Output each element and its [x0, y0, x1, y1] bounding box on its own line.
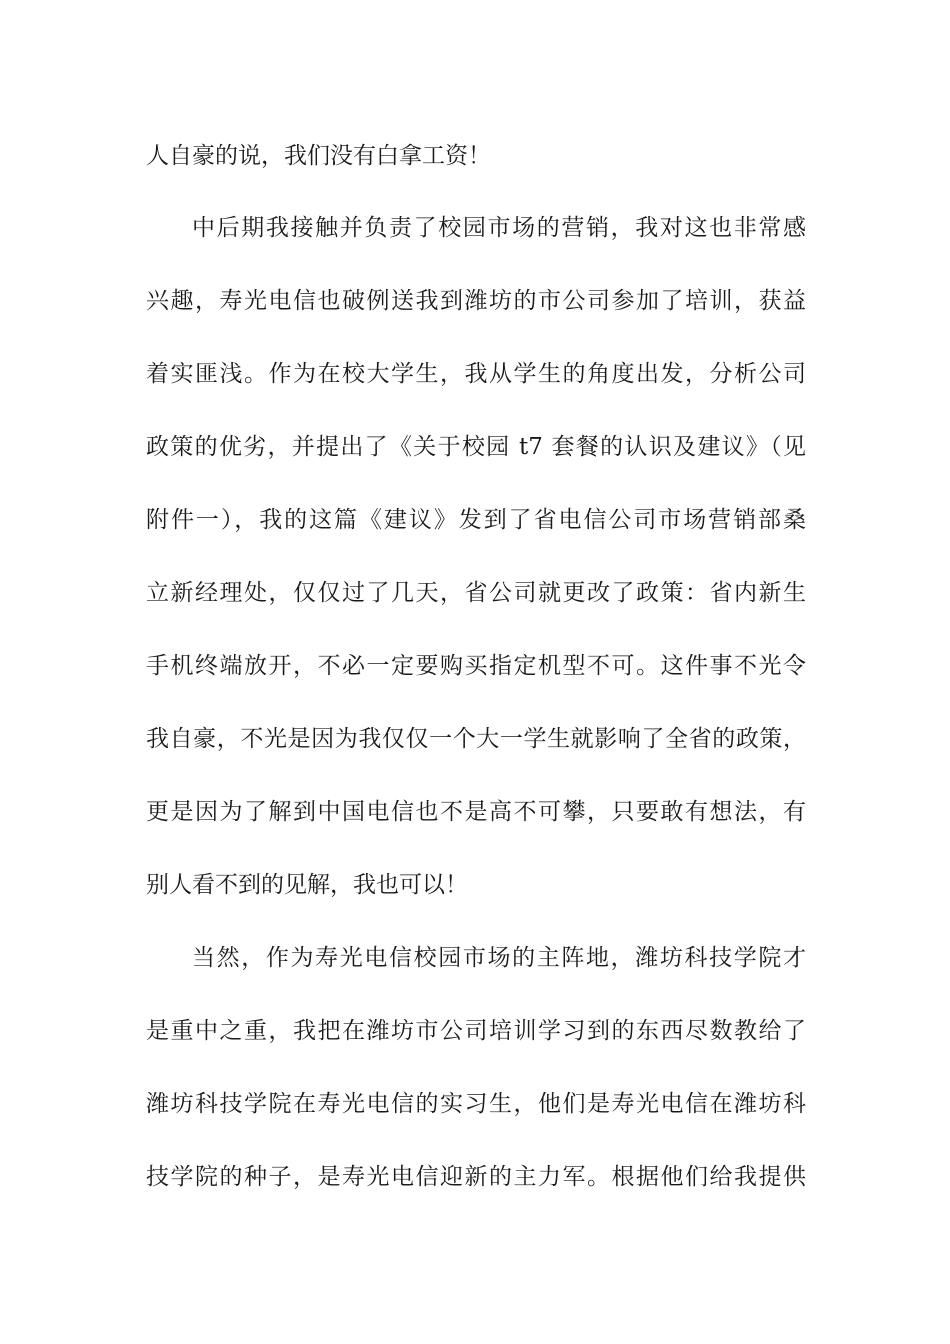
text-line: 手机终端放开，不必一定要购买指定机型不可。这件事不光令	[146, 653, 806, 679]
text-line: 附件一），我的这篇《建议》发到了省电信公司市场营销部桑	[146, 507, 806, 533]
text-line: 政策的优劣，并提出了《关于校园 t7 套餐的认识及建议》（见	[146, 434, 806, 460]
text-line: 人自豪的说，我们没有白拿工资！	[146, 143, 491, 169]
text-line: 更是因为了解到中国电信也不是高不可攀，只要敢有想法，有	[146, 799, 806, 825]
text-line: 是重中之重，我把在潍坊市公司培训学习到的东西尽数教给了	[146, 1018, 806, 1044]
text-line: 立新经理处，仅仅过了几天，省公司就更改了政策：省内新生	[146, 580, 806, 606]
paragraph-first-line: 中后期我接触并负责了校园市场的营销，我对这也非常感	[192, 215, 806, 241]
text-line: 别人看不到的见解，我也可以！	[146, 872, 468, 898]
text-line: 潍坊科技学院在寿光电信的实习生，他们是寿光电信在潍坊科	[146, 1091, 806, 1117]
text-line: 技学院的种子，是寿光电信迎新的主力军。根据他们给我提供	[146, 1164, 806, 1190]
document-body	[146, 128, 806, 1205]
text-line: 着实匪浅。作为在校大学生，我从学生的角度出发，分析公司	[146, 361, 806, 387]
text-line: 我自豪，不光是因为我仅仅一个大一学生就影响了全省的政策，	[146, 726, 806, 752]
text-line: 兴趣，寿光电信也破例送我到潍坊的市公司参加了培训，获益	[146, 288, 806, 314]
paragraph-first-line: 当然，作为寿光电信校园市场的主阵地，潍坊科技学院才	[192, 945, 806, 971]
